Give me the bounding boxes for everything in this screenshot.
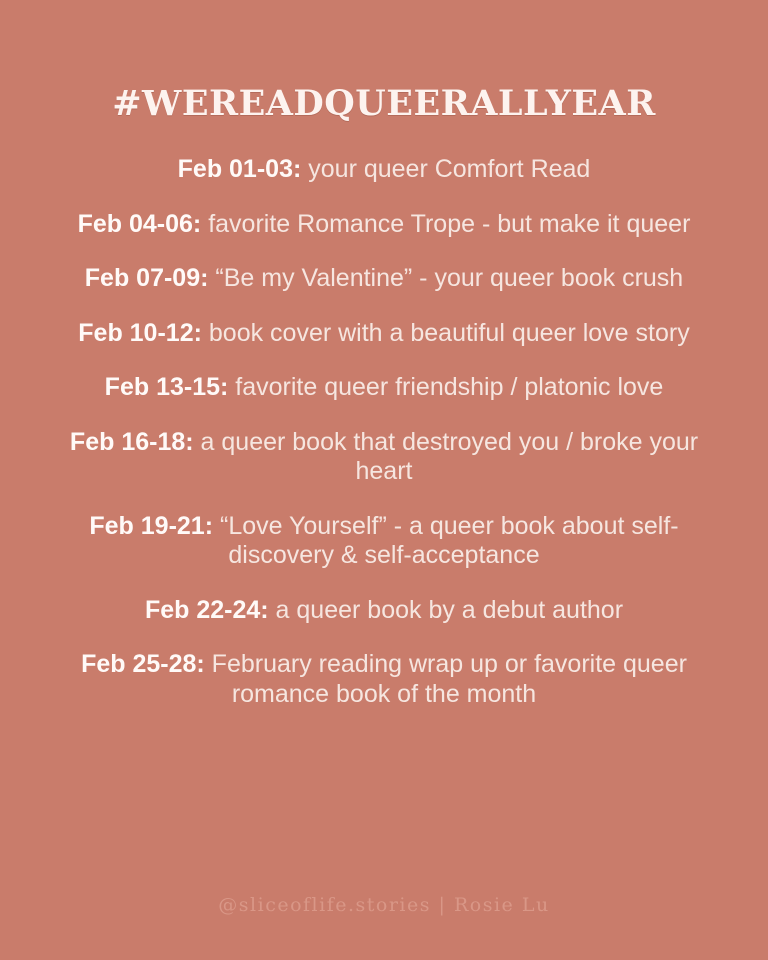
prompt-text: a queer book that destroyed you / broke your heart	[193, 427, 699, 485]
prompt-text: book cover with a beautiful queer love story	[201, 318, 690, 347]
list-item	[54, 319, 714, 349]
prompt-dates: Feb 13-15:	[104, 373, 229, 401]
page-title: #WEREADQUEERALLYEAR	[112, 83, 656, 124]
list-item	[54, 650, 714, 709]
list-item	[54, 373, 714, 403]
list-item	[54, 155, 714, 185]
list-item	[54, 596, 714, 626]
prompt-dates: Feb 04-06:	[77, 209, 202, 238]
prompt-text: February reading wrap up or favorite queer romance book of the month	[204, 650, 687, 708]
prompt-text: “Be my Valentine” - your queer book crush	[208, 264, 684, 292]
prompt-dates: Feb 25-28:	[81, 650, 205, 678]
prompt-text: a queer book by a debut author	[268, 595, 624, 624]
list-item	[54, 264, 714, 294]
prompt-dates: Feb 07-09:	[84, 264, 209, 292]
prompt-dates: Feb 16-18:	[69, 427, 194, 456]
prompt-text: favorite queer friendship / platonic love	[228, 373, 664, 401]
list-item	[54, 512, 714, 571]
prompt-dates: Feb 10-12:	[78, 318, 202, 347]
list-item	[54, 428, 714, 487]
prompt-list	[34, 155, 734, 734]
prompt-dates: Feb 22-24:	[144, 595, 269, 624]
prompt-text: your queer Comfort Read	[301, 155, 591, 183]
credit-footer: @sliceoflife.stories | Rosie Lu	[218, 894, 550, 916]
prompt-dates: Feb 19-21:	[89, 511, 214, 540]
prompt-text: “Love Yourself” - a queer book about self-discovery & self-acceptance	[213, 511, 679, 569]
prompt-dates: Feb 01-03:	[177, 155, 302, 183]
prompt-text: favorite Romance Trope - but make it queer	[201, 209, 691, 238]
list-item	[54, 210, 714, 240]
